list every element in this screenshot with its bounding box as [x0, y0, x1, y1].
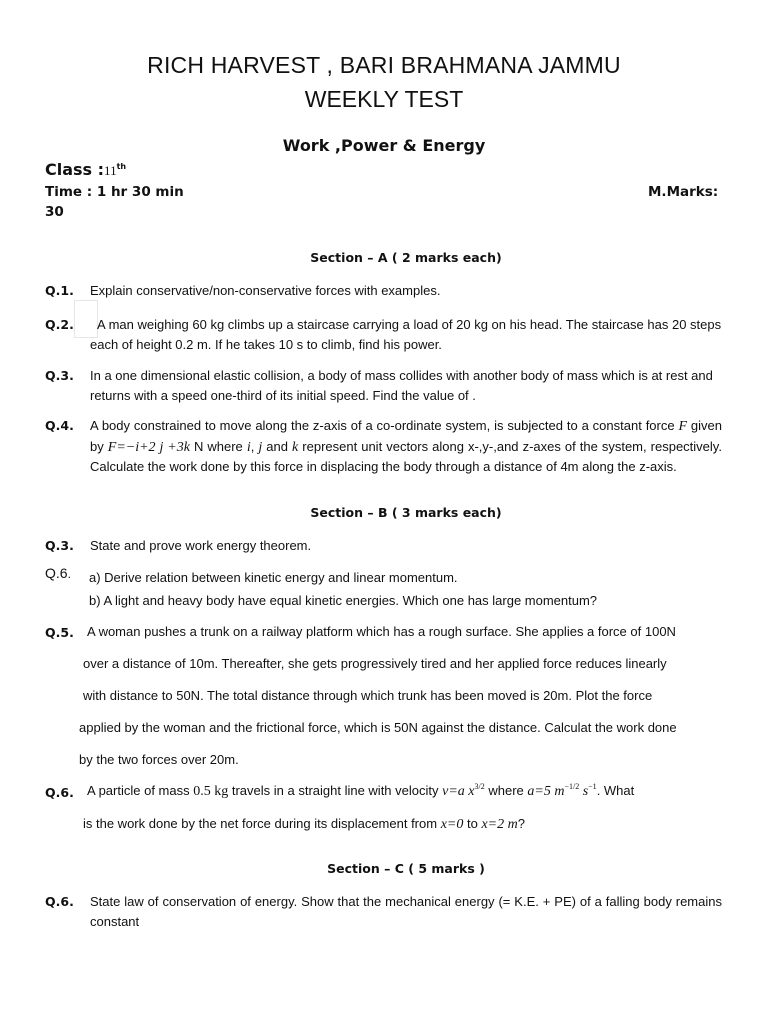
q8-text: where — [488, 783, 524, 798]
q6-part-a: a) Derive relation between kinetic energy and linear momentum. — [89, 570, 458, 585]
q7-line: A woman pushes a trunk on a railway platform which has a rough surface. She applies a force of 100N — [87, 624, 676, 639]
velocity-expression: v=a $x^{3/2}$ — [442, 782, 485, 799]
q4-and: and — [266, 438, 288, 454]
question-text — [89, 566, 597, 612]
q6-num: Q.6 — [45, 565, 68, 581]
q7-line: with distance to 50N. The total distance through which trunk has been moved is 20m. Plot the force — [83, 688, 653, 703]
x-end: x=2 m — [481, 817, 518, 832]
section-b-heading: Section – B ( 3 marks each) — [310, 505, 502, 520]
q8-text: ? — [517, 816, 525, 831]
q7-line: applied by the woman and the frictional force, which is 50N against the distance. Calculat the work done — [79, 720, 677, 735]
question-text: State law of conservation of energy. Show that the mechanical energy (= K.E. + PE) of a falling body remains constant — [90, 894, 722, 929]
question-number: Q.6. — [45, 785, 74, 800]
q8-text: to — [467, 816, 478, 831]
question-number: Q.6. — [45, 894, 74, 909]
question-number: Q.3. — [45, 538, 74, 553]
vector-f: F — [678, 419, 688, 434]
mass-value: 0.5 kg — [193, 784, 229, 799]
q4-n-where: N where — [193, 438, 243, 454]
class-suffix: th — [116, 162, 127, 171]
unit-k: k — [292, 439, 299, 455]
max-marks-label: M.Marks: — [648, 184, 719, 200]
q4-given: given by — [90, 418, 722, 454]
q8-text: travels in a straight line with velocity — [231, 783, 439, 798]
q8-text: . What — [596, 783, 635, 798]
question-number: Q.2. — [45, 317, 74, 332]
unit-j: j — [258, 439, 263, 455]
class-label: Class : — [45, 160, 105, 179]
question-number: Q.1. — [45, 283, 74, 298]
question-text: State and prove work energy theorem. — [90, 538, 312, 553]
section-c-heading: Section – C ( 5 marks ) — [327, 861, 485, 876]
question-text — [90, 416, 722, 477]
question-number: Q.3. — [45, 368, 74, 383]
vector-f: F — [107, 439, 117, 455]
unit-i: i — [246, 439, 251, 455]
class-value: 11 — [104, 163, 117, 178]
section-a-heading: Section – A ( 2 marks each) — [310, 250, 502, 265]
school-title: RICH HARVEST , BARI BRAHMANA JAMMU — [147, 52, 621, 78]
question-text — [87, 782, 634, 800]
q7-line: over a distance of 10m. Thereafter, she gets progressively tired and her applied force reduces linearly — [83, 656, 667, 671]
a-value: a=5 $m^{-1/2}$ $s^{-1}$ — [527, 782, 597, 799]
question-number: Q.5. — [45, 625, 74, 640]
q6-part-b: b) A light and heavy body have equal kinetic energies. Which one has large momentum? — [89, 593, 598, 608]
q6-num-dot: . — [67, 567, 71, 581]
q4-line1: A body constrained to move along the z-axis of a co-ordinate system, is subjected to a constant force — [90, 418, 675, 433]
question-text: Explain conservative/non-conservative forces with examples. — [90, 283, 441, 298]
q7-line: by the two forces over 20m. — [79, 752, 239, 767]
question-number — [45, 565, 71, 581]
question-number: Q.4. — [45, 418, 74, 433]
question-text: In a one dimensional elastic collision, a body of mass collides with another body of mass which is at rest and returns with a speed one-third of its initial speed. Find the value of . — [90, 368, 713, 403]
q8-text: is the work done by the net force during its displacement from — [83, 816, 438, 831]
x-start: x=0 — [440, 817, 464, 832]
class-line — [45, 160, 126, 179]
question-text — [79, 616, 677, 776]
question-text — [83, 816, 525, 833]
force-expression: =−i+2 j +3k — [116, 439, 190, 455]
max-marks-value: 30 — [45, 204, 64, 220]
q4-tail: represent unit vectors along x-,y-,and z-axes of the system, respectively. Calculate the work done by this force in displacing the body through a distance of 4m along the z-axis. — [90, 438, 722, 474]
q8-text: A particle of mass — [87, 783, 190, 798]
test-title: WEEKLY TEST — [304, 86, 464, 112]
time-label: Time : 1 hr 30 min — [45, 184, 184, 200]
subject-title: Work ,Power & Energy — [282, 136, 486, 155]
q4-comma: , — [250, 438, 255, 454]
question-text: A man weighing 60 kg climbs up a staircase carrying a load of 20 kg on his head. The staircase has 20 steps each of height 0.2 m. If he takes 10 s to climb, find his power. — [90, 317, 722, 352]
